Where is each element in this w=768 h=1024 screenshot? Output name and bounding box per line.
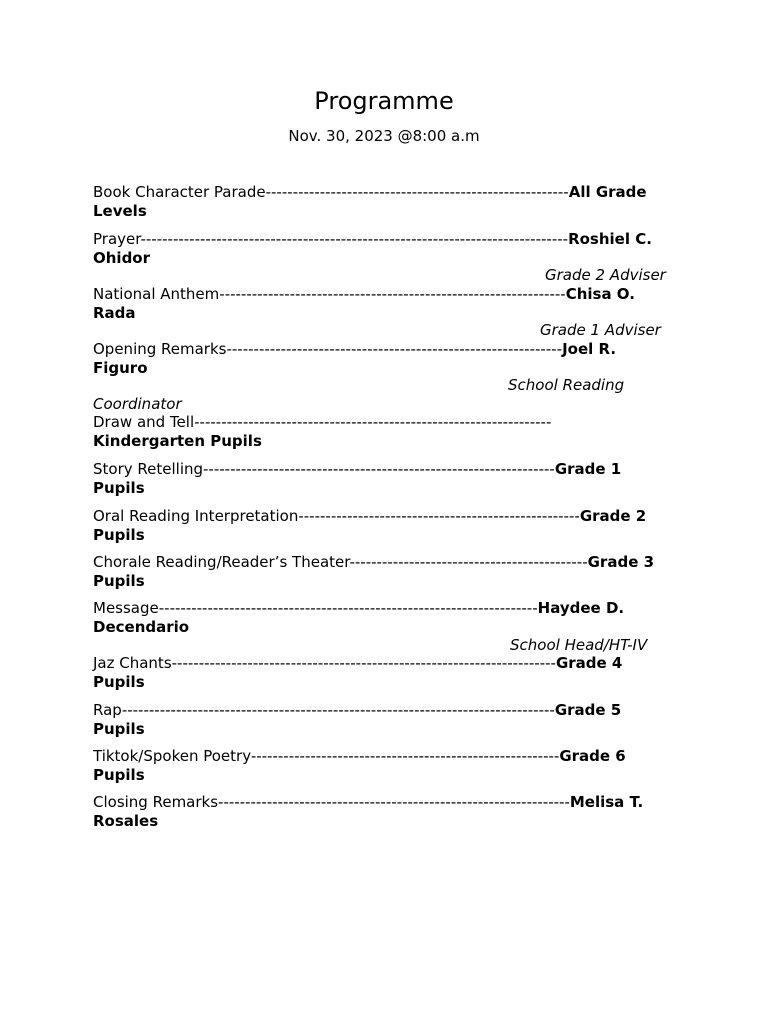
item-event: National Anthem <box>93 285 220 303</box>
item-dashes: -------------------------------------------------------------- <box>226 340 563 358</box>
item-performer: Grade 3 Pupils <box>93 553 655 590</box>
item-event: Oral Reading Interpretation <box>93 507 299 525</box>
item-performer: All Grade Levels <box>93 183 647 220</box>
programme-item-tiktok <box>93 747 668 784</box>
item-performer: Kindergarten Pupils <box>93 431 262 450</box>
item-event: Tiktok/Spoken Poetry <box>93 747 251 765</box>
item-event: Opening Remarks <box>93 340 227 358</box>
item-dashes: ------------------------------------------------------------------ <box>194 413 552 431</box>
item-event: Book Character Parade <box>93 183 266 201</box>
item-event: Story Retelling <box>93 460 204 478</box>
programme-item-prayer <box>93 230 668 267</box>
item-performer: Haydee D. Decendario <box>93 599 625 636</box>
programme-item-rap <box>93 701 668 738</box>
item-event: Jaz Chants <box>93 654 172 672</box>
item-performer: Chisa O. Rada <box>93 285 635 322</box>
programme-item-oral-reading <box>93 507 668 544</box>
role-message: School Head/HT-IV <box>510 636 648 654</box>
item-event: Rap <box>93 701 122 719</box>
item-dashes: -------------------------------------------------------------------------------- <box>121 701 555 719</box>
item-dashes: ---------------------------------------------------- <box>298 507 580 525</box>
page-title: Programme <box>314 87 454 115</box>
programme-item-parade <box>93 183 668 220</box>
programme-item-closing <box>93 793 668 830</box>
item-dashes: ---------------------------------------------------------------------- <box>158 599 538 617</box>
item-event: Chorale Reading/Reader’s Theater <box>93 553 350 571</box>
item-event: Closing Remarks <box>93 793 219 811</box>
programme-item-story <box>93 460 668 497</box>
item-performer: Grade 2 Pupils <box>93 507 647 544</box>
item-event: Draw and Tell <box>93 413 195 431</box>
item-performer: Melisa T. Rosales <box>93 793 644 830</box>
programme-item-anthem <box>93 285 668 322</box>
programme-item-jaz-chants <box>93 654 668 691</box>
item-performer: Grade 1 Pupils <box>93 460 622 497</box>
item-event: Prayer <box>93 230 141 248</box>
item-dashes: --------------------------------------------------------- <box>250 747 560 765</box>
item-performer: Grade 6 Pupils <box>93 747 626 784</box>
item-dashes: -------------------------------------------------------- <box>265 183 569 201</box>
role-opening-line2: Coordinator <box>93 395 182 413</box>
role-prayer: Grade 2 Adviser <box>545 266 666 284</box>
item-performer: Grade 4 Pupils <box>93 654 623 691</box>
programme-item-opening <box>93 340 668 377</box>
programme-item-message <box>93 599 668 636</box>
item-dashes: ----------------------------------------------------------------- <box>218 793 570 811</box>
item-dashes: ----------------------------------------------------------------- <box>203 460 555 478</box>
item-event: Message <box>93 599 159 617</box>
item-performer: Grade 5 Pupils <box>93 701 622 738</box>
role-opening-line1: School Reading <box>508 376 625 394</box>
item-performer: Roshiel C. Ohidor <box>93 230 652 267</box>
programme-item-draw-tell <box>93 413 668 450</box>
item-dashes: ------------------------------------------------------------------------------- <box>140 230 569 248</box>
item-performer: Joel R. Figuro <box>93 340 617 377</box>
item-dashes: ---------------------------------------------------------------- <box>219 285 566 303</box>
programme-item-chorale <box>93 553 668 590</box>
item-dashes: -------------------------------------------- <box>349 553 588 571</box>
item-dashes: ----------------------------------------------------------------------- <box>171 654 556 672</box>
role-anthem: Grade 1 Adviser <box>540 321 661 339</box>
event-date: Nov. 30, 2023 @8:00 a.m <box>288 127 480 145</box>
